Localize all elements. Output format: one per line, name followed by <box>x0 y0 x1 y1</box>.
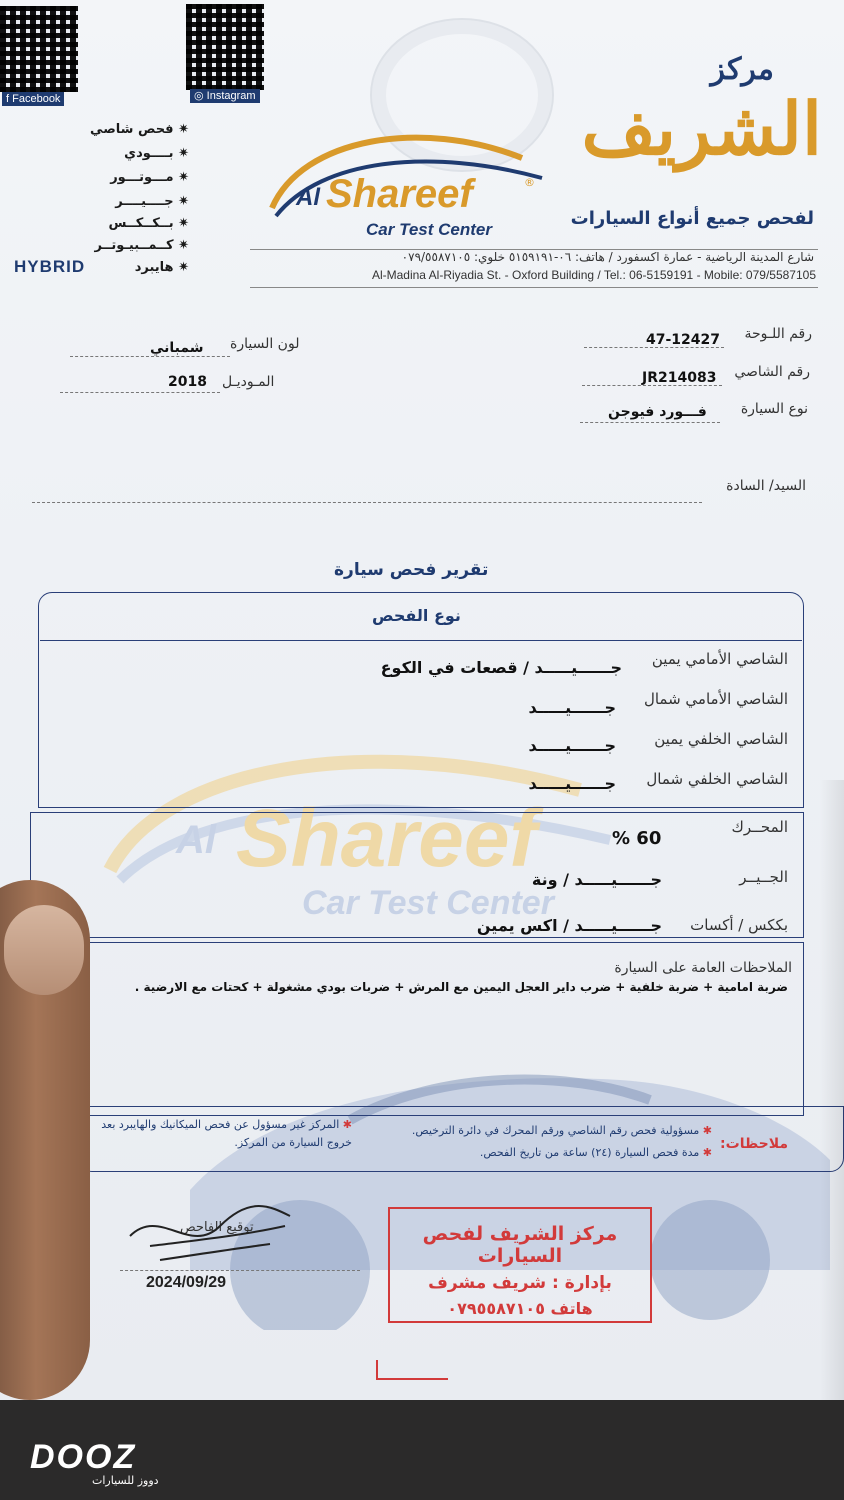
car-type-dotted-line <box>580 422 720 423</box>
address-english: Al-Madina Al-Riyadia St. - Oxford Building / Tel.: 06-5159191 - Mobile: 079/5587105 <box>371 268 816 282</box>
inspection-mechanical-box <box>30 812 804 938</box>
owner-label: السيد/ السادة <box>726 478 806 494</box>
stamp-line-2: بإدارة : شريف مشرف <box>428 1273 612 1293</box>
brand-subtitle: Car Test Center <box>366 220 492 239</box>
report-title: تقرير فحص سيارة <box>334 560 489 580</box>
hybrid-logo: HYBRID <box>14 257 86 276</box>
model-value: 2018 <box>168 374 207 390</box>
brand-prefix: Al <box>296 184 320 211</box>
dooz-subtitle: دووز للسيارات <box>92 1474 159 1487</box>
remarks-title: ملاحظات: <box>720 1136 788 1152</box>
brand-arabic-subtitle: لفحص جميع أنواع السيارات <box>570 208 814 229</box>
brand-name: Shareef <box>326 172 473 216</box>
instagram-qr-code[interactable] <box>186 4 264 90</box>
stamp-line-3: هاتف ٠٧٩٥٥٨٧١٠٥ <box>447 1299 593 1318</box>
car-color-value: شمباني <box>150 340 204 356</box>
general-notes-value: ضربة امامية + ضربة خلفية + ضرب داير العجل اليمين مع المرش + ضربات بودي مشغولة + كحتات مع الارضية . <box>134 980 788 994</box>
service-item: ✷ مـــوتـــور <box>110 170 189 185</box>
address-arabic: شارع المدينة الرياضية - عمارة اكسفورد / هاتف: ٠٦-٥١٥٩١٩١ خلوي: ٠٧٩/٥٥٨٧١٠٥ <box>401 250 814 264</box>
address-rule-bottom <box>250 287 818 288</box>
service-item: ✷ كــمــبيـوتــر <box>94 238 189 253</box>
remark-2: ✱ مدة فحص السيارة (٢٤) ساعة من تاريخ الفحص. <box>479 1146 712 1159</box>
gear-label: الجــيــر <box>739 868 788 886</box>
car-type-label: نوع السيارة <box>740 401 808 417</box>
car-type-value: فـــورد فيوجن <box>608 404 707 420</box>
model-label: المـوديـل <box>222 374 275 390</box>
chassis-rear-left-label: الشاصي الخلفي شمال <box>646 770 788 788</box>
inspection-date: 2024/09/29 <box>146 1274 227 1291</box>
stamp-line-1: مركز الشريف لفحص السيارات <box>422 1223 618 1267</box>
chassis-rear-right-label: الشاصي الخلفي يمين <box>654 730 788 748</box>
engine-label: المحــرك <box>731 818 788 836</box>
inspection-type-header-rule <box>40 640 802 641</box>
plate-label: رقم اللـوحة <box>744 326 812 342</box>
service-item: ✷ بــكــكــس <box>108 216 189 231</box>
model-dotted-line <box>60 392 220 393</box>
facebook-qr-code[interactable] <box>0 6 78 92</box>
car-color-dotted-line <box>70 356 230 357</box>
axle-label: بككس / أكسات <box>690 916 788 934</box>
dooz-logo: DOOZ <box>30 1438 137 1476</box>
chassis-front-left-label: الشاصي الأمامي شمال <box>643 690 788 708</box>
owner-dotted-line <box>32 502 702 503</box>
chassis-value: JR214083 <box>642 370 717 386</box>
inspection-type-header: نوع الفحص <box>372 606 461 625</box>
facebook-icon: f <box>6 93 13 105</box>
service-item: ✷ هايبرد <box>134 260 189 275</box>
paper-shadow <box>820 780 844 1400</box>
chassis-front-left-value: جــــــيـــــد <box>528 698 616 717</box>
red-corner-mark <box>376 1360 448 1380</box>
car-color-label: لون السيارة <box>230 336 300 352</box>
chassis-rear-left-value: جــــــيـــــد <box>528 774 616 793</box>
brand-arabic-top: مركز <box>710 52 774 87</box>
axle-value: جــــــيـــــد / اكس يمين <box>476 916 662 935</box>
plate-value: 47-12427 <box>646 332 720 348</box>
instagram-label: ◎ Instagram <box>190 89 260 103</box>
gear-value: جــــــيـــــد / ونة <box>531 870 662 889</box>
remark-1: ✱ مسؤولية فحص رقم الشاصي ورقم المحرك في دائرة الترخيص. <box>411 1124 712 1137</box>
watermark-prefix: Al <box>176 818 216 862</box>
service-item: ✷ بــــودي <box>124 146 189 161</box>
service-item: ✷ فحص شاصي <box>90 122 189 137</box>
thumbnail-nail <box>4 905 84 995</box>
general-notes-label: الملاحظات العامة على السيارة <box>614 960 792 976</box>
chassis-front-right-label: الشاصي الأمامي يمين <box>651 650 788 668</box>
chassis-front-right-value: جــــــيـــــد / قصعات في الكوع <box>380 658 622 677</box>
engine-value: % 60 <box>612 828 662 849</box>
service-item: ✷ جــــيــــر <box>115 194 189 209</box>
chassis-label: رقم الشاصي <box>734 364 810 380</box>
facebook-label: f Facebook <box>2 92 64 106</box>
brand-arabic-main: الشريف <box>581 86 822 171</box>
watermark-subtitle: Car Test Center <box>302 884 554 922</box>
signature-label: توقيع الفاحص <box>180 1220 254 1235</box>
company-stamp <box>388 1207 652 1323</box>
watermark-name: Shareef <box>236 793 537 884</box>
registered-mark: ® <box>524 176 535 189</box>
handwritten-signature <box>120 1196 300 1276</box>
chassis-rear-right-value: جــــــيـــــد <box>528 736 616 755</box>
remark-3: ✱ المركز غير مسؤول عن فحص الميكانيك والهايبرد بعد خروج السيارة من المركز. <box>101 1118 352 1149</box>
instagram-icon: ◎ <box>194 90 207 102</box>
